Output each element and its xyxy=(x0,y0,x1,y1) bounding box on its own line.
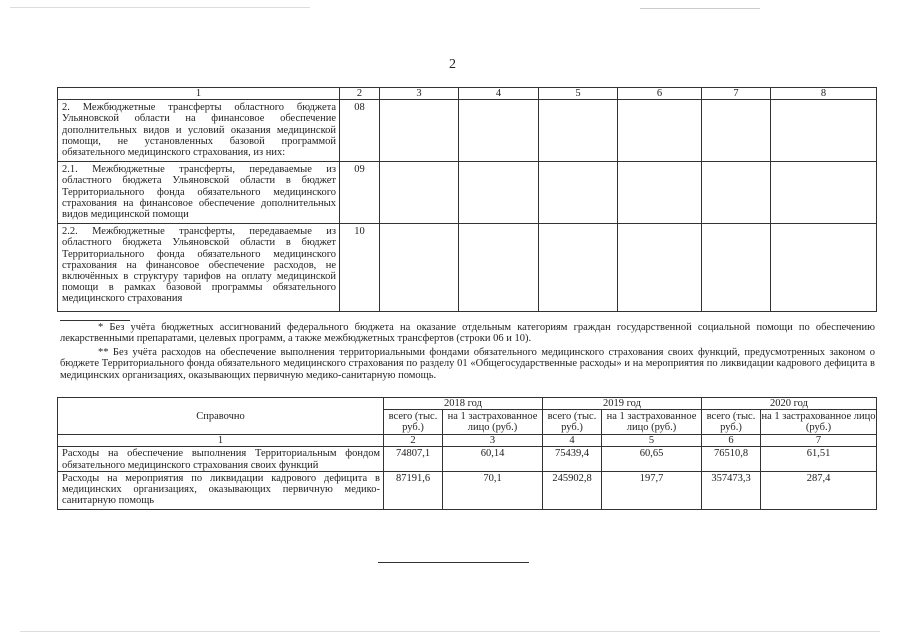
column-number: 4 xyxy=(459,88,539,100)
empty-cell xyxy=(702,162,771,224)
column-number: 4 xyxy=(543,435,602,447)
column-number: 7 xyxy=(702,88,771,100)
table-row xyxy=(58,224,877,312)
value-cell: 60,65 xyxy=(602,447,702,471)
empty-cell xyxy=(771,162,877,224)
empty-cell xyxy=(618,224,702,312)
footnote: * Без учёта бюджетных ассигнований федерального бюджета на оказание отдельным категориям граждан государственной социальной помощи по обеспечению лекарственными препаратами, целевых программ, а также межбюджетных трансфертов (строки 06 и 10). xyxy=(60,322,875,345)
column-number: 8 xyxy=(771,88,877,100)
row-description: Расходы на обеспечение выполнения Территориальным фондом обязательного медицинского страхования своих функций xyxy=(58,447,384,471)
year-header: 2019 год xyxy=(543,398,702,410)
year-header: 2018 год xyxy=(384,398,543,410)
empty-cell xyxy=(459,162,539,224)
value-cell: 60,14 xyxy=(443,447,543,471)
empty-cell xyxy=(539,100,618,162)
empty-cell xyxy=(702,100,771,162)
empty-cell xyxy=(380,162,459,224)
main-table-header-row xyxy=(58,88,877,100)
row-description: Расходы на мероприятия по ликвидации кадрового дефицита в медицинских организациях, оказывающих первичную медико-санитарную помощь xyxy=(58,471,384,509)
reference-table xyxy=(57,397,877,510)
empty-cell xyxy=(380,224,459,312)
column-number-row xyxy=(58,435,877,447)
value-cell: 76510,8 xyxy=(702,447,761,471)
value-cell: 357473,3 xyxy=(702,471,761,509)
table-row xyxy=(58,162,877,224)
column-number: 5 xyxy=(539,88,618,100)
empty-cell xyxy=(539,224,618,312)
value-cell: 287,4 xyxy=(761,471,877,509)
subheader-total: всего (тыс. руб.) xyxy=(543,410,602,435)
column-number: 3 xyxy=(380,88,459,100)
value-cell: 70,1 xyxy=(443,471,543,509)
page-number: 2 xyxy=(449,57,456,72)
value-cell: 75439,4 xyxy=(543,447,602,471)
subheader-total: всего (тыс. руб.) xyxy=(384,410,443,435)
column-number: 2 xyxy=(384,435,443,447)
subheader-per-person: на 1 застрахованное лицо (руб.) xyxy=(443,410,543,435)
table-row xyxy=(58,100,877,162)
column-number: 1 xyxy=(58,88,340,100)
value-cell: 61,51 xyxy=(761,447,877,471)
row-code: 08 xyxy=(340,100,380,162)
footnote-separator xyxy=(60,320,130,321)
reference-label: Справочно xyxy=(58,398,384,435)
empty-cell xyxy=(771,100,877,162)
subheader-total: всего (тыс. руб.) xyxy=(702,410,761,435)
row-description: 2.1. Межбюджетные трансферты, передаваемые из областного бюджета Ульяновской области в бюджет Территориального фонда обязательного медицинского страхования на финансовое обеспечение дополнительных видов медицинской помощи xyxy=(58,162,340,224)
year-header-row xyxy=(58,398,877,410)
row-code: 09 xyxy=(340,162,380,224)
empty-cell xyxy=(539,162,618,224)
empty-cell xyxy=(380,100,459,162)
value-cell: 197,7 xyxy=(602,471,702,509)
row-description: 2.2. Межбюджетные трансферты, передаваемые из областного бюджета Ульяновской области в бюджет Территориального фонда обязательного медицинского страхования на финансовое обеспечение расходов, не включённых в структуру тарифов на оплату медицинской помощи в рамках базовой программы обязательного медицинского страхования xyxy=(58,224,340,312)
table-row xyxy=(58,447,877,471)
scan-artifact-top xyxy=(10,7,310,8)
value-cell: 245902,8 xyxy=(543,471,602,509)
column-number: 6 xyxy=(702,435,761,447)
column-number: 6 xyxy=(618,88,702,100)
column-number: 5 xyxy=(602,435,702,447)
empty-cell xyxy=(702,224,771,312)
main-table xyxy=(57,87,877,312)
empty-cell xyxy=(618,100,702,162)
footnote: ** Без учёта расходов на обеспечение выполнения территориальными фондами обязательного медицинского страхования своих функций, предусмотренных законом о бюджете Территориального фонда обязательного медицинского страхования по разделу 01 «Общегосударственные расходы» и на мероприятия по ликвидации кадрового дефицита в медицинских организациях, оказывающих первичную медико-санитарную помощь. xyxy=(60,346,875,381)
table-row xyxy=(58,471,877,509)
column-number: 7 xyxy=(761,435,877,447)
footnotes xyxy=(60,322,875,383)
scan-artifact-top-right xyxy=(640,8,760,9)
subheader-per-person: на 1 застрахованное лицо (руб.) xyxy=(602,410,702,435)
value-cell: 74807,1 xyxy=(384,447,443,471)
value-cell: 87191,6 xyxy=(384,471,443,509)
empty-cell xyxy=(618,162,702,224)
empty-cell xyxy=(459,224,539,312)
empty-cell xyxy=(459,100,539,162)
subheader-per-person: на 1 застрахованное лицо (руб.) xyxy=(761,411,876,434)
year-header: 2020 год xyxy=(702,398,877,410)
scan-artifact-bottom xyxy=(20,631,880,632)
closing-rule xyxy=(378,562,529,563)
column-number: 3 xyxy=(443,435,543,447)
row-description: 2. Межбюджетные трансферты областного бюджета Ульяновской области на финансовое обеспечение дополнительных видов и условий оказания медицинской помощи, не установленных базовой программой обязательного медицинского страхования, из них: xyxy=(58,100,340,162)
empty-cell xyxy=(771,224,877,312)
column-number: 1 xyxy=(58,435,384,447)
column-number: 2 xyxy=(340,88,380,100)
row-code: 10 xyxy=(340,224,380,312)
